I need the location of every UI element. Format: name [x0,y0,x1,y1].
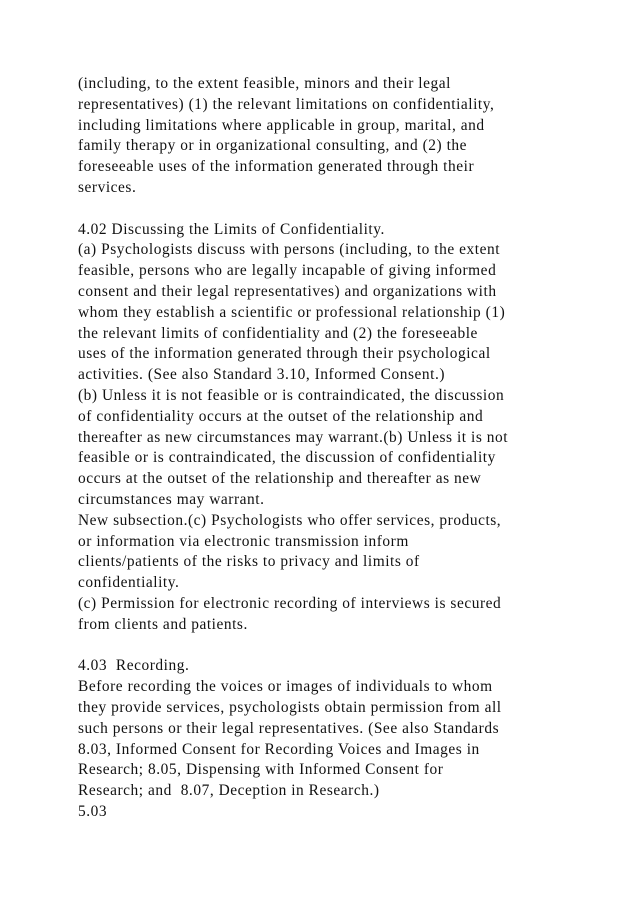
text-line: thereafter as new circumstances may warrant.(b) Unless it is not [78,428,509,446]
text-line: of confidentiality occurs at the outset of the relationship and [78,407,484,425]
text-line: services. [78,178,137,196]
text-line: (c) Permission for electronic recording of interviews is secured [78,594,502,612]
text-line: feasible, persons who are legally incapable of giving informed [78,262,497,280]
text-line: New subsection.(c) Psychologists who offer services, products, [78,511,502,529]
text-line: Research; and 8.07, Deception in Research.) [78,782,380,800]
text-line: or information via electronic transmission inform [78,532,409,550]
text-line: including limitations where applicable in group, marital, and [78,116,485,134]
document-page [78,74,618,823]
text-line: confidentiality. [78,574,180,592]
text-line: feasible or is contraindicated, the discussion of confidentiality [78,449,496,467]
text-line: Before recording the voices or images of individuals to whom [78,678,493,696]
text-line: circumstances may warrant. [78,490,265,508]
text-line: occurs at the outset of the relationship and thereafter as new [78,470,482,488]
text-line: from clients and patients. [78,615,248,633]
text-line: representatives) (1) the relevant limitations on confidentiality, [78,95,495,113]
text-line: uses of the information generated through their psychological [78,345,491,363]
text-line: 8.03, Informed Consent for Recording Voices and Images in [78,740,480,758]
text-line: (including, to the extent feasible, minors and their legal [78,75,451,92]
text-line: (b) Unless it is not feasible or is contraindicated, the discussion [78,386,505,404]
text-line: such persons or their legal representatives. (See also Standards [78,719,500,737]
text-line: (a) Psychologists discuss with persons (including, to the extent [78,241,501,259]
paragraph-gap [78,199,618,220]
text-line: the relevant limits of confidentiality and (2) the foreseeable [78,324,478,342]
text-line: whom they establish a scientific or professional relationship (1) [78,303,506,321]
section-heading: 4.02 Discussing the Limits of Confidentiality. [78,220,385,238]
text-line: they provide services, psychologists obtain permission from all [78,698,502,716]
text-line: Research; 8.05, Dispensing with Informed Consent for [78,761,444,779]
text-line: family therapy or in organizational consulting, and (2) the [78,137,468,155]
section-heading: 4.03 Recording. [78,657,190,675]
text-line: clients/patients of the risks to privacy and limits of [78,553,420,571]
text-line: consent and their legal representatives) and organizations with [78,282,497,300]
text-line: activities. (See also Standard 3.10, Informed Consent.) [78,366,446,384]
section-number: 5.03 [78,802,108,820]
text-line: foreseeable uses of the information generated through their [78,158,475,176]
paragraph-gap [78,636,618,657]
